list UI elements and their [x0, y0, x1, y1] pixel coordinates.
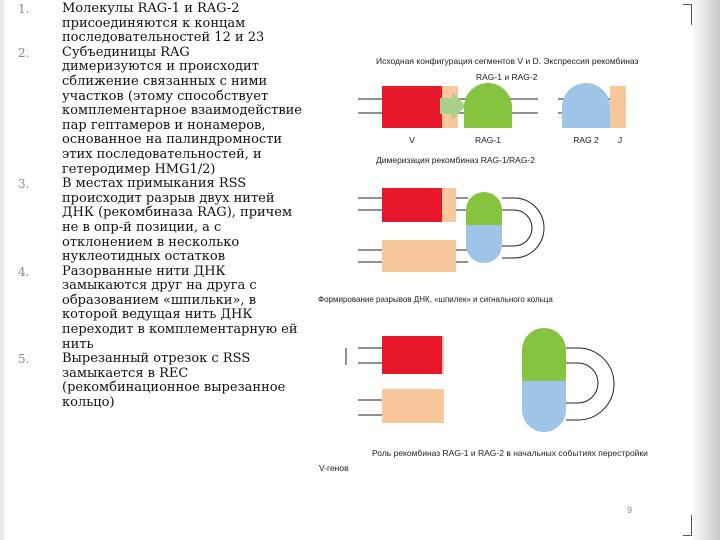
- signal-loop: [566, 363, 598, 403]
- caption-dimer: Димеризация рекомбиназ RAG-1/RAG-2: [376, 155, 536, 165]
- list-item: [18, 177, 318, 265]
- list-number: 4.: [18, 264, 30, 279]
- list-number: 2.: [18, 45, 30, 60]
- label-v: V: [409, 135, 415, 145]
- list-item: [18, 2, 318, 46]
- list-number: 3.: [18, 177, 30, 192]
- rss-block: [442, 240, 456, 272]
- list-text: В местах примыкания RSS происходит разрыв двух нитей ДНК (рекомбиназа RAG), причем не в опр-й позиции, а с отклонением в несколько нуклеотидных остатков: [62, 176, 293, 265]
- list-number: 5.: [18, 352, 30, 367]
- numbered-list: [18, 2, 318, 411]
- corner-bracket-bottom: [683, 515, 692, 536]
- caption-bottom: Роль рекомбиназ RAG-1 и RAG-2 в начальных событиях перестройки: [372, 448, 648, 458]
- list-number: 1.: [18, 2, 30, 16]
- j-segment-block: [382, 240, 442, 272]
- label-rag1: RAG-1: [475, 135, 501, 145]
- list-text: Вырезанный отрезок с RSS замыкается в REC (рекомбинационное вырезанное кольцо): [62, 351, 286, 411]
- caption-breaks: Формирование разрывов ДНК, «шпилек» и сигнального кольца: [318, 295, 553, 304]
- label-j: J: [617, 135, 623, 145]
- rss-block: [442, 188, 456, 222]
- caption-bottom-sub: V-генов: [319, 463, 349, 473]
- list-text: Молекулы RAG-1 и RAG-2 присоединяются к концам последовательностей 12 и 23: [62, 1, 265, 46]
- j-segment-block: [382, 389, 442, 423]
- signal-loop: [502, 198, 544, 258]
- list-item: [18, 265, 318, 353]
- rag-recombination-figure: [318, 45, 694, 479]
- list-item: [18, 46, 318, 177]
- rag2-protein: [466, 225, 502, 263]
- caption-top: Исходная конфигурация сегментов V и D. Экспрессия рекомбиназ: [376, 56, 639, 66]
- v-segment-block: [382, 188, 442, 222]
- list-text: Субъединицы RAG димеризуются и происходит сближение связанных с ними участков (этому способствует комплементарное взаимодействие пар гептамеров и нонамеров, основанное на палиндромности этих последовательностей, и гетеродимер HMG1/2): [62, 44, 303, 177]
- rag1-protein: [522, 328, 566, 381]
- slide-right-edge: [694, 0, 720, 540]
- rag1-protein: [466, 192, 502, 225]
- rag2-protein: [522, 381, 566, 432]
- rss-block: [442, 389, 444, 423]
- rss-block: [442, 336, 444, 374]
- list-text: Разорванные нити ДНК замыкаются друг на друга с образованием «шпильки», в которой ведущая нить ДНК переходит в комплементарную ей нить: [62, 263, 298, 352]
- signal-loop: [566, 348, 614, 420]
- slide-left-edge: [0, 0, 4, 540]
- rag2-protein: [562, 83, 610, 128]
- rss-block: [610, 86, 626, 128]
- corner-bracket-top: [683, 4, 692, 25]
- v-segment-block: [382, 336, 442, 374]
- figure-svg: [318, 45, 694, 475]
- rag1-protein: [464, 83, 512, 128]
- label-rag2: RAG 2: [573, 135, 599, 145]
- v-segment-block: [382, 86, 442, 128]
- page-number: 9: [627, 505, 633, 515]
- caption-top-sub: RAG-1 и RAG-2: [476, 72, 538, 82]
- list-item: [18, 352, 318, 410]
- signal-loop: [502, 210, 532, 246]
